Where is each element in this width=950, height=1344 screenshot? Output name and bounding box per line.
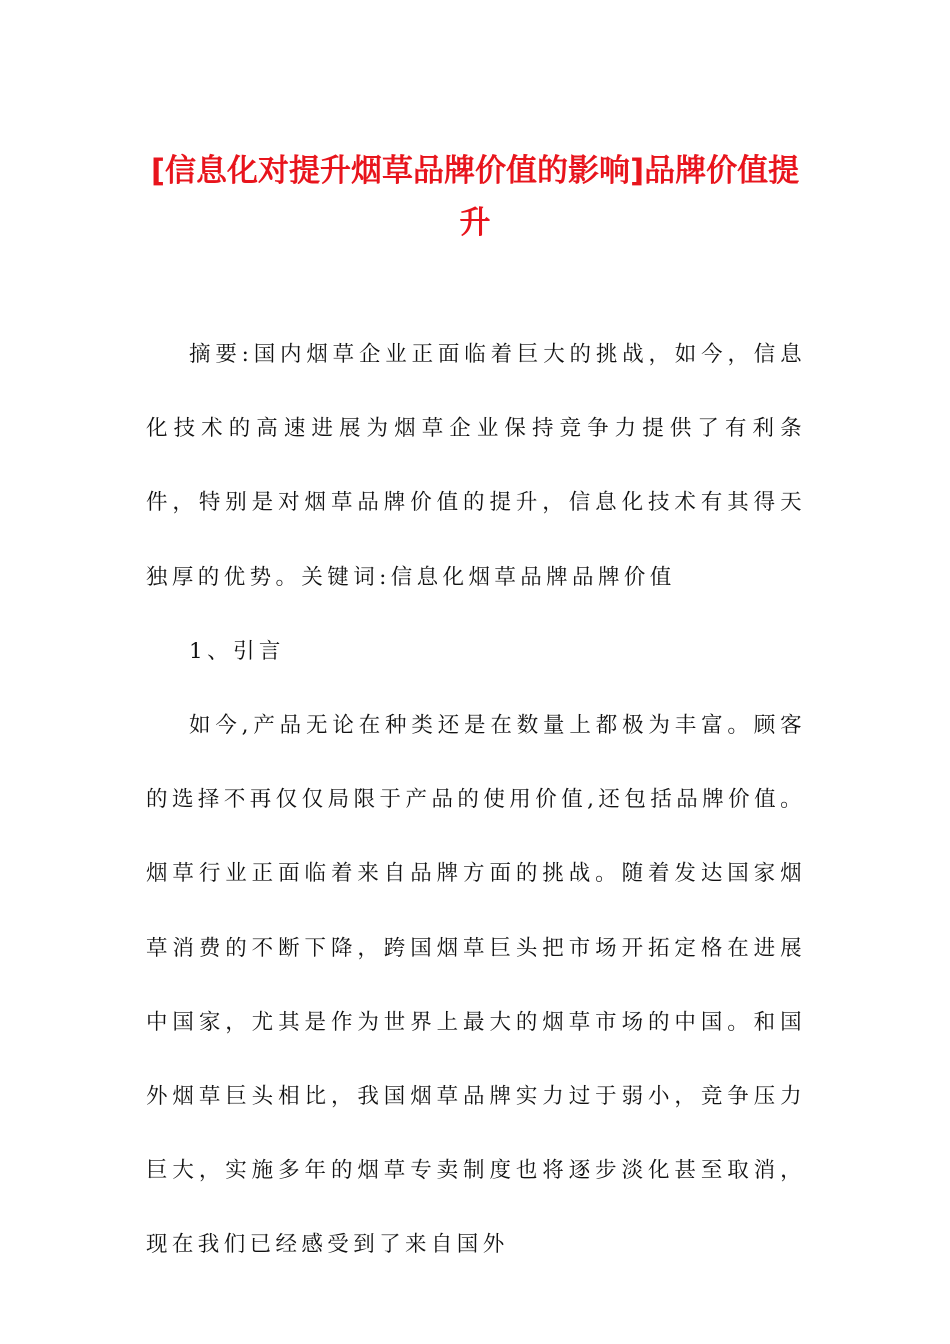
body-paragraph: 如今,产品无论在种类还是在数量上都极为丰富。顾客的选择不再仅仅局限于产品的使用价值,还包括品牌价值。烟草行业正面临着来自品牌方面的挑战。随着发达国家烟草消费的不断下降，跨国烟草巨头把市场开拓定格在进展中国家，尤其是作为世界上最大的烟草市场的中国。和国外烟草巨头相比，我国烟草品牌实力过于弱小，竞争压力巨大，实施多年的烟草专卖制度也将逐步淡化甚至取消，现在我们已经感受到了来自国外	[146, 713, 806, 1258]
document-title: [信息化对提升烟草品牌价值的影响]品牌价值提升	[150, 153, 800, 241]
document-body	[146, 318, 806, 1283]
section-heading-introduction: 1、引言	[189, 638, 285, 664]
abstract-paragraph: 摘要:国内烟草企业正面临着巨大的挑战，如今，信息化技术的高速进展为烟草企业保持竞争力提供了有利条件，特别是对烟草品牌价值的提升，信息化技术有其得天独厚的优势。关键词:信息化烟草品牌品牌价值	[146, 342, 806, 590]
